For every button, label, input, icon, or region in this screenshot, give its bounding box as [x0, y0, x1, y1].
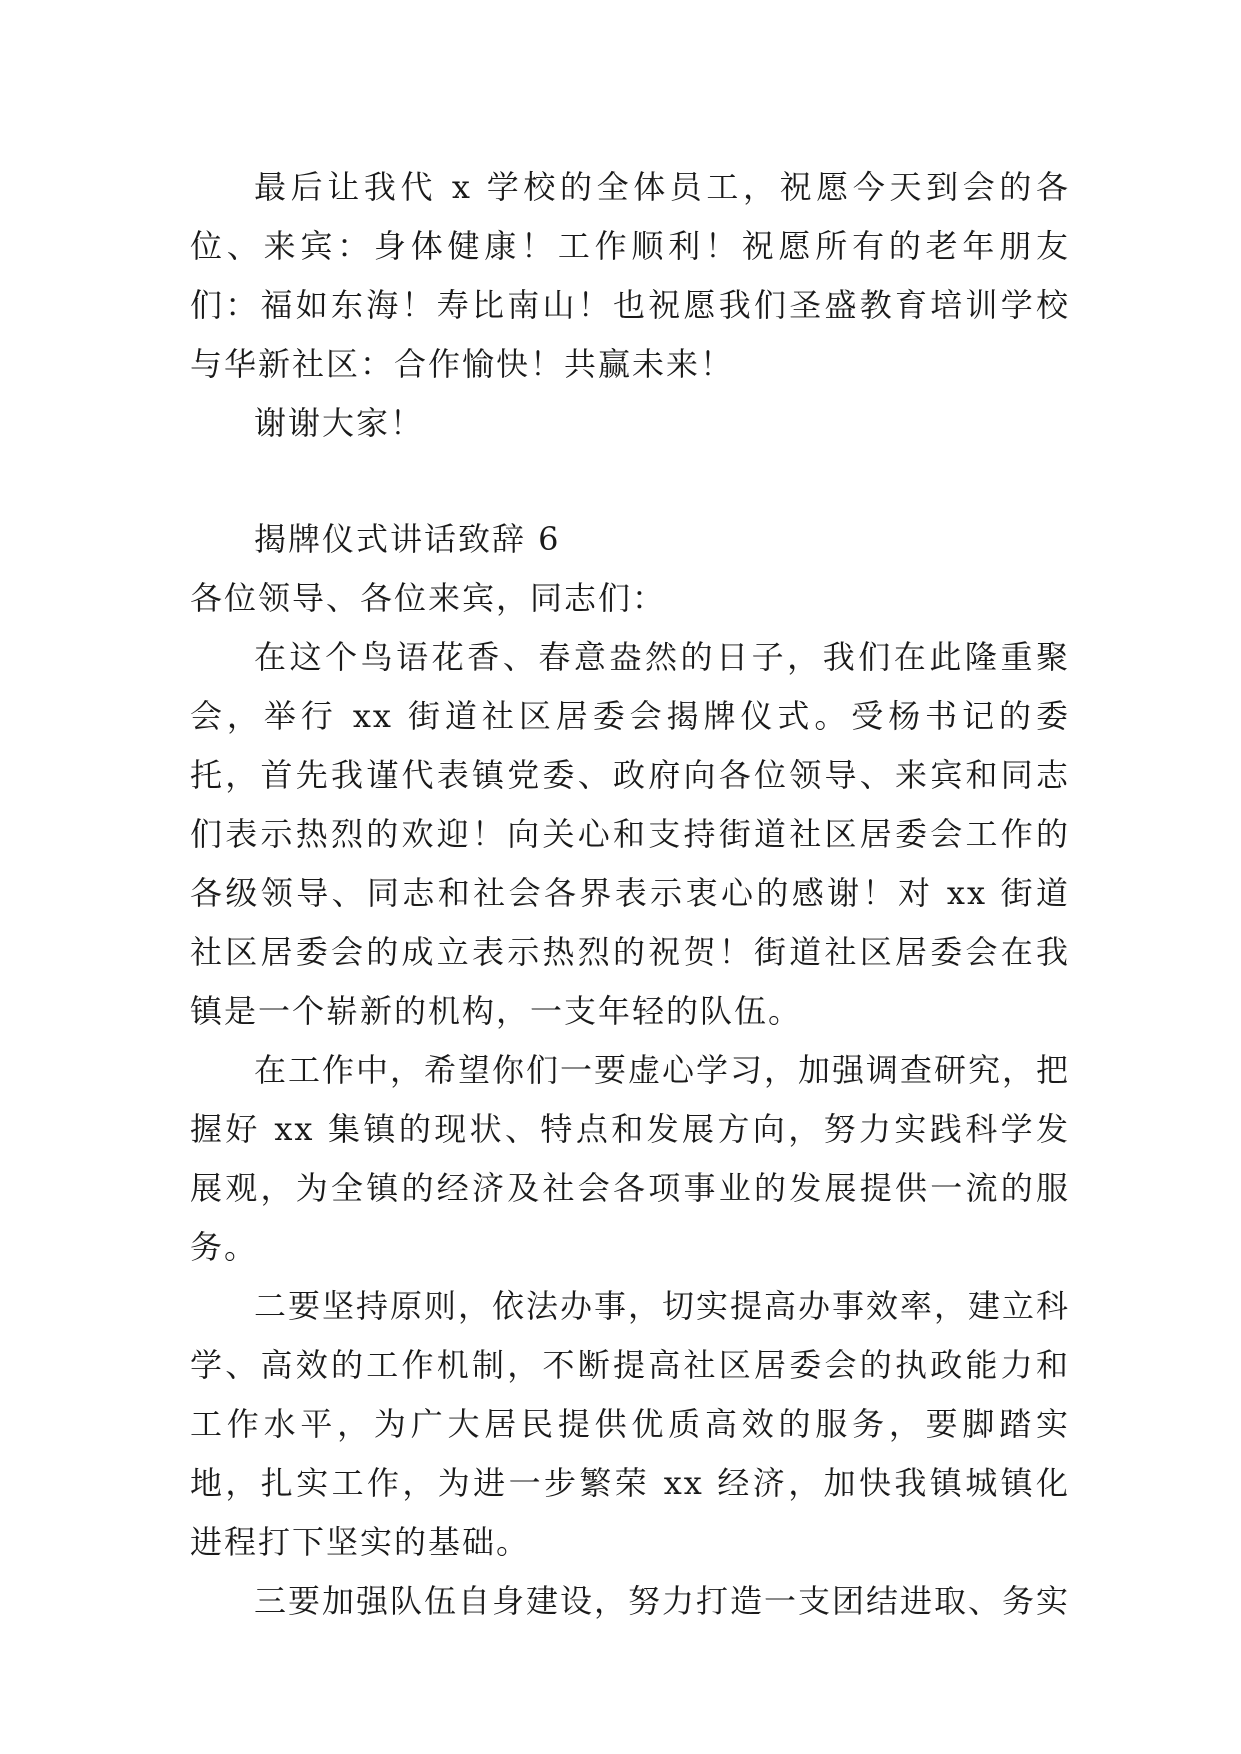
salutation: 各位领导、各位来宾，同志们： [190, 579, 667, 617]
section-spacer [190, 453, 1070, 510]
body-paragraph-2: 在工作中，希望你们一要虚心学习，加强调查研究，把握好 xx 集镇的现状、特点和发展方向，努力实践科学发展观，为全镇的经济及社会各项事业的发展提供一流的服务。 [190, 1051, 1071, 1266]
document-body [190, 158, 1070, 1631]
body-paragraph-3: 二要坚持原则，依法办事，切实提高办事效率，建立科学、高效的工作机制，不断提高社区居委会的执政能力和工作水平，为广大居民提供优质高效的服务，要脚踏实地，扎实工作，为进一步繁荣 xx 经济，加快我镇城镇化进程打下坚实的基础。 [190, 1287, 1071, 1561]
closing-wishes-paragraph: 最后让我代 x 学校的全体员工，祝愿今天到会的各位、来宾：身体健康！工作顺利！祝愿所有的老年朋友们：福如东海！寿比南山！也祝愿我们圣盛教育培训学校与华新社区：合作愉快！共赢未来！ [190, 168, 1070, 383]
body-paragraph-1: 在这个鸟语花香、春意盎然的日子，我们在此隆重聚会，举行 xx 街道社区居委会揭牌仪式。受杨书记的委托，首先我谨代表镇党委、政府向各位领导、来宾和同志们表示热烈的欢迎！向关心和支持街道社区居委会工作的各级领导、同志和社会各界表示衷心的感谢！对 xx 街道社区居委会的成立表示热烈的祝贺！街道社区居委会在我镇是一个崭新的机构，一支年轻的队伍。 [190, 638, 1070, 1030]
section-title: 揭牌仪式讲话致辞 6 [254, 520, 561, 558]
thanks-paragraph: 谢谢大家！ [254, 404, 425, 442]
body-paragraph-4: 三要加强队伍自身建设，努力打造一支团结进取、务实 [254, 1582, 1071, 1620]
